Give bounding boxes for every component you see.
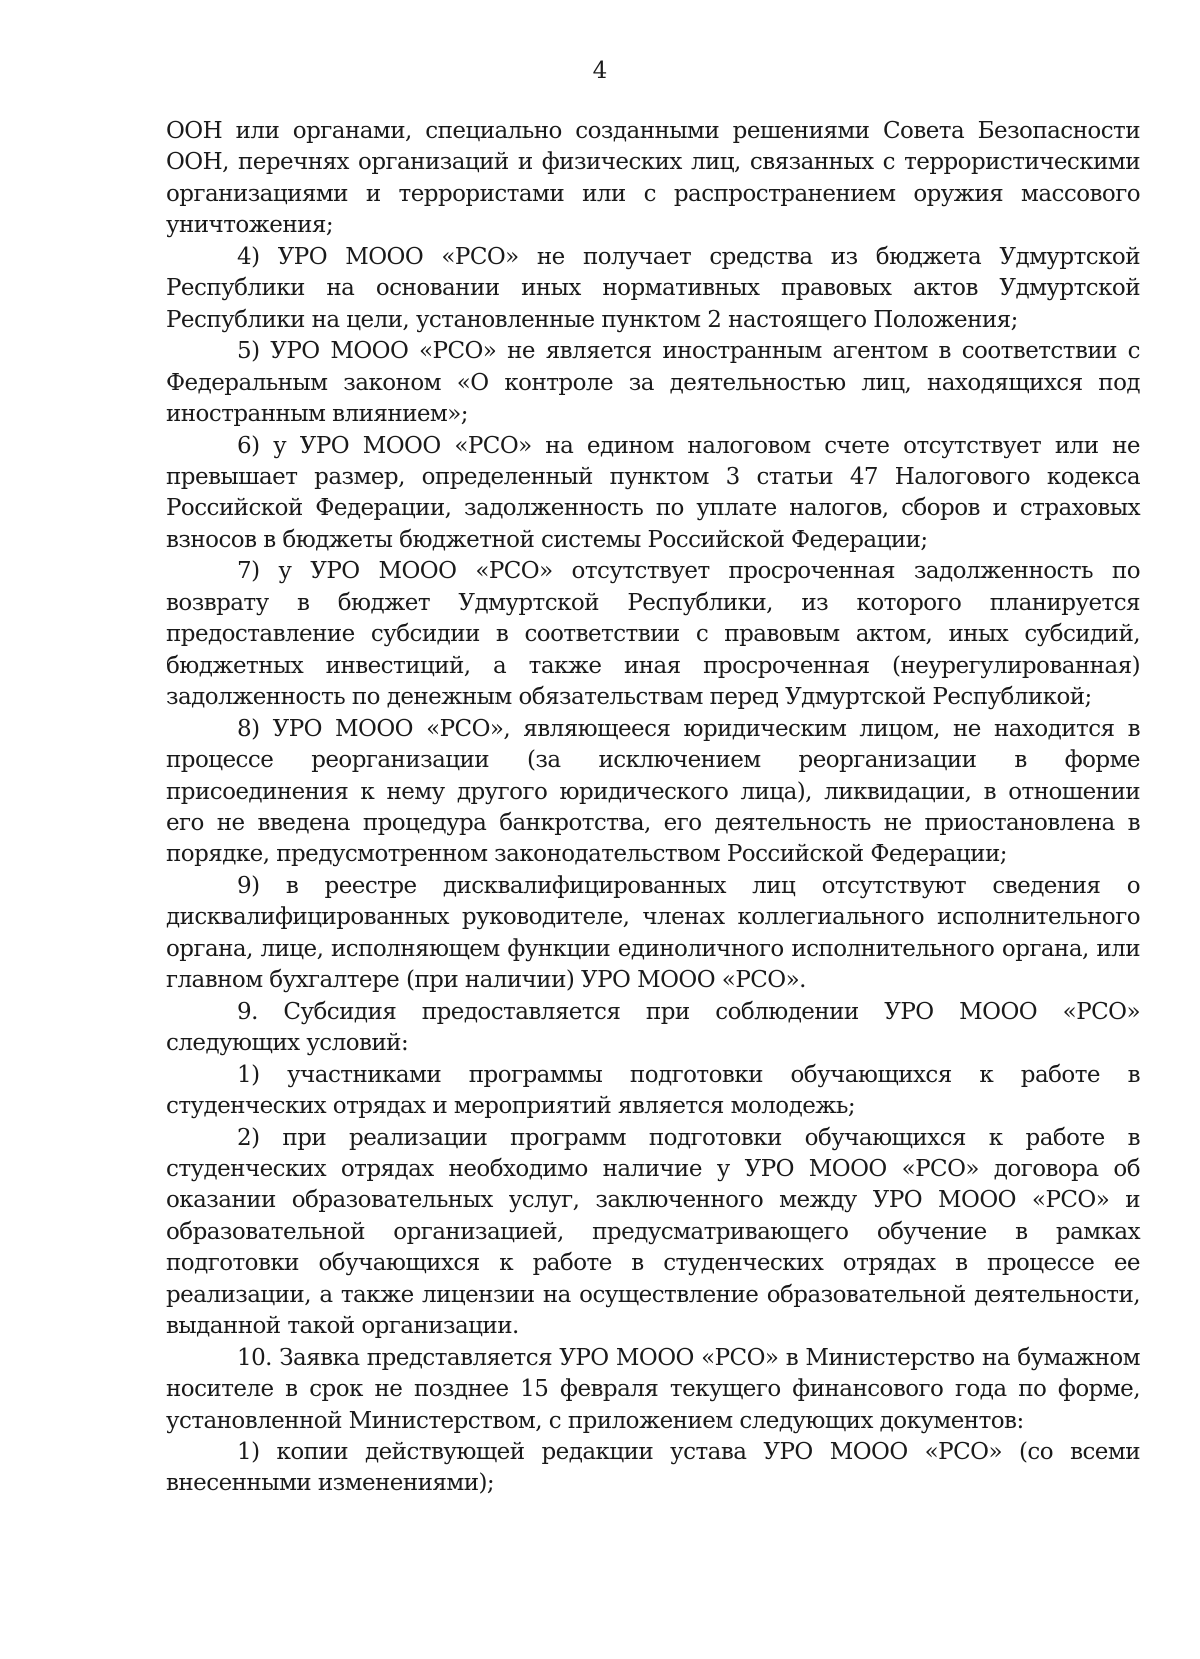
paragraph-section-10: 10. Заявка представляется УРО МООО «РСО» в Министерство на бумажном носителе в срок не позднее 15 февраля текущего финансового года по форме, установленной Министерством, с приложением следующих документов: [166, 1344, 1140, 1434]
paragraph-item-6: 6) у УРО МООО «РСО» на едином налоговом счете отсутствует или не превышает размер, определенный пунктом 3 статьи 47 Налогового кодекса Российской Федерации, задолженность по уплате налогов, сборов и страховых взносов в бюджеты бюджетной системы Российской Федерации; [166, 432, 1140, 553]
paragraph-item-7: 7) у УРО МООО «РСО» отсутствует просроченная задолженность по возврату в бюджет Удмуртской Республики, из которого планируется предоставление субсидии в соответствии с правовым актом, иных субсидий, бюджетных инвестиций, а также иная просроченная (неурегулированная) задолженность по денежным обязательствам перед Удмуртской Республикой; [166, 558, 1140, 711]
paragraph-item-8: 8) УРО МООО «РСО», являющееся юридическим лицом, не находится в процессе реорганизации (за исключением реорганизации в форме присоединения к нему другого юридического лица), ликвидации, в отношении его не введена процедура банкротства, его деятельность не приостановлена в порядке, предусмотренном законодательством Российской Федерации; [166, 715, 1140, 868]
document-body [166, 116, 1140, 1500]
paragraph-item-9: 9) в реестре дисквалифицированных лиц отсутствуют сведения о дисквалифицированных руководителе, членах коллегиального исполнительного органа, лице, исполняющем функции единоличного исполнительного органа, или главном бухгалтере (при наличии) УРО МООО «РСО». [166, 872, 1140, 994]
paragraph-condition-2: 2) при реализации программ подготовки обучающихся к работе в студенческих отрядах необходимо наличие у УРО МООО «РСО» договора об оказании образовательных услуг, заключенного между УРО МООО «РСО» и образовательной организацией, предусматривающего обучение в рамках подготовки обучающихся к работе в студенческих отрядах в процессе ее реализации, а также лицензии на осуществление образовательной деятельности, выданной такой организации. [166, 1124, 1140, 1340]
paragraph-section-9: 9. Субсидия предоставляется при соблюдении УРО МООО «РСО» следующих условий: [166, 998, 1140, 1057]
paragraph-condition-1: 1) участниками программы подготовки обучающихся к работе в студенческих отрядах и мероприятий является молодежь; [166, 1061, 1140, 1120]
paragraph-continuation: ООН или органами, специально созданными решениями Совета Безопасности ООН, перечнях организаций и физических лиц, связанных с террористическими организациями и террористами или с распространением оружия массового уничтожения; [166, 118, 1140, 239]
paragraph-item-5: 5) УРО МООО «РСО» не является иностранным агентом в соответствии с Федеральным законом «О контроле за деятельностью лиц, находящихся под иностранным влиянием»; [166, 338, 1140, 428]
paragraph-item-4: 4) УРО МООО «РСО» не получает средства из бюджета Удмуртской Республики на основании иных нормативных правовых актов Удмуртской Республики на цели, установленные пунктом 2 настоящего Положения; [166, 243, 1140, 333]
page-number: 4 [592, 58, 608, 84]
paragraph-document-1: 1) копии действующей редакции устава УРО МООО «РСО» (со всеми внесенными изменениями); [166, 1439, 1140, 1497]
